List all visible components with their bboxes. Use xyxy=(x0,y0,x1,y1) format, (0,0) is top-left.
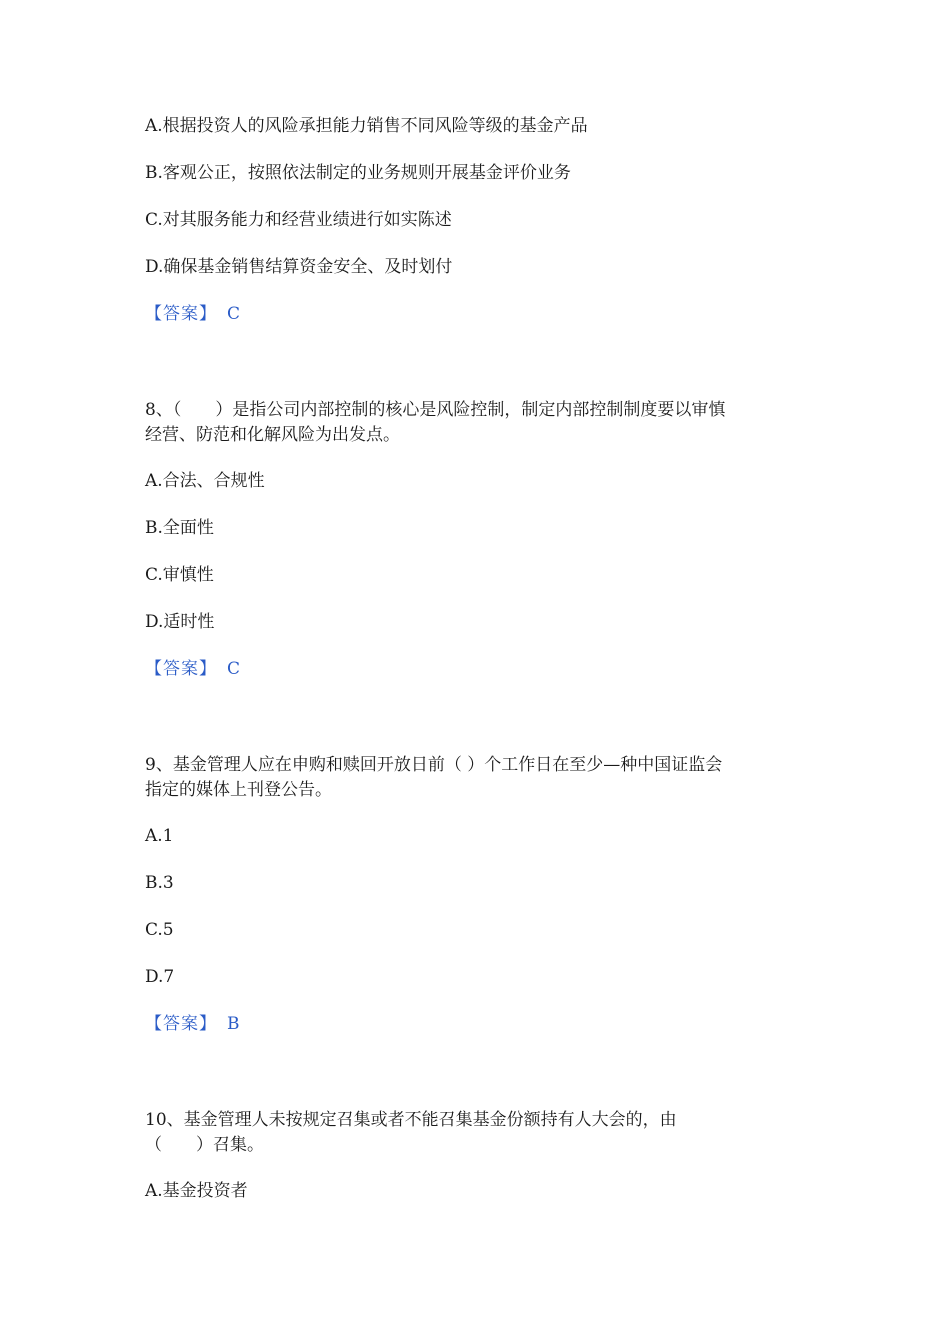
q9-answer xyxy=(145,1012,240,1036)
q9-answer-value: B xyxy=(227,1014,240,1034)
q9-option-d: D.7 xyxy=(145,967,175,987)
q8-answer xyxy=(145,657,240,681)
q10-option-a: A.基金投资者 xyxy=(145,1181,248,1201)
q8-option-b: B.全面性 xyxy=(145,518,214,538)
q9-stem-line-1: 9、基金管理人应在申购和赎回开放日前（ ）个工作日在至少—种中国证监会 xyxy=(145,755,723,775)
q8-option-a: A.合法、合规性 xyxy=(145,471,265,491)
q7-option-a: A.根据投资人的风险承担能力销售不同风险等级的基金产品 xyxy=(145,116,588,136)
q8-answer-value: C xyxy=(227,659,241,679)
q10-stem-line-1: 10、基金管理人未按规定召集或者不能召集基金份额持有人大会的，由 xyxy=(145,1110,677,1130)
q9-option-b: B.3 xyxy=(145,873,174,893)
q10-stem-line-2: （ ）召集。 xyxy=(145,1135,264,1155)
q7-option-c: C.对其服务能力和经营业绩进行如实陈述 xyxy=(145,210,452,230)
q8-stem-line-1: 8、（ ）是指公司内部控制的核心是风险控制，制定内部控制制度要以审慎 xyxy=(145,400,726,420)
q8-option-c: C.审慎性 xyxy=(145,565,214,585)
q8-option-d: D.适时性 xyxy=(145,612,215,632)
q8-stem-line-2: 经营、防范和化解风险为出发点。 xyxy=(145,425,400,445)
q9-option-a: A.1 xyxy=(145,826,174,846)
q8-answer-label: 【答案】 xyxy=(145,659,217,679)
q9-option-c: C.5 xyxy=(145,920,174,940)
q9-answer-label: 【答案】 xyxy=(145,1014,217,1034)
q7-option-b: B.客观公正，按照依法制定的业务规则开展基金评价业务 xyxy=(145,163,571,183)
q7-answer xyxy=(145,302,240,326)
q9-stem-line-2: 指定的媒体上刊登公告。 xyxy=(145,780,332,800)
q7-answer-value: C xyxy=(227,304,241,324)
q7-option-d: D.确保基金销售结算资金安全、及时划付 xyxy=(145,257,453,277)
q7-answer-label: 【答案】 xyxy=(145,304,217,324)
